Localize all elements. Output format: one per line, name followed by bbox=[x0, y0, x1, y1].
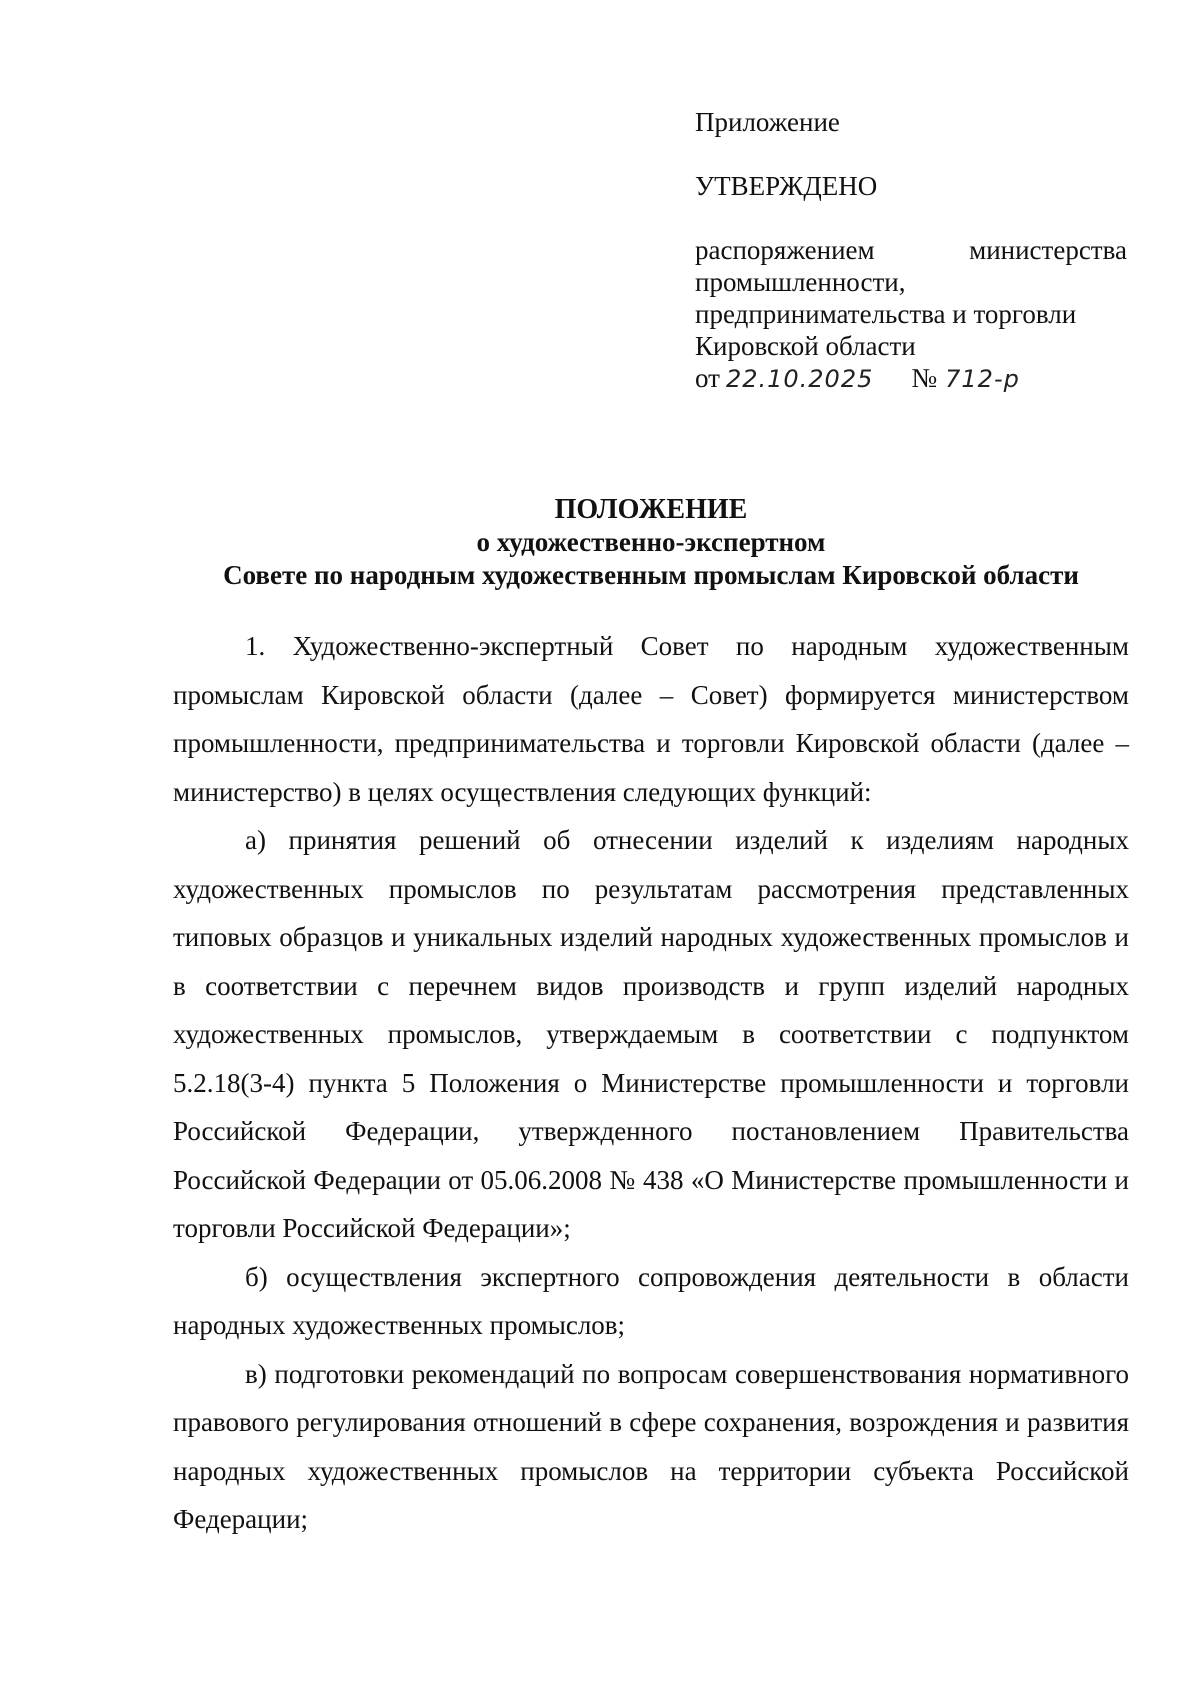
document-title bbox=[173, 493, 1129, 592]
approval-line-2: промышленности, bbox=[695, 267, 906, 297]
handwritten-number: 712-р bbox=[945, 365, 1020, 393]
date-number-line bbox=[695, 362, 1127, 395]
appendix-label: Приложение bbox=[695, 107, 840, 137]
document-body bbox=[173, 622, 1129, 1544]
title-line-3: Совете по народным художественным промыслам Кировской области bbox=[223, 560, 1079, 590]
approval-line-3: предпринимательства и торговли bbox=[695, 299, 1077, 329]
approval-line-4: Кировской области bbox=[695, 331, 916, 361]
date-prefix: от bbox=[695, 363, 720, 393]
approval-line-1-left: распоряжением bbox=[695, 235, 875, 265]
approval-line-1 bbox=[695, 234, 1127, 266]
paragraph-v: в) подготовки рекомендаций по вопросам совершенствования нормативного правового регулирования отношений в сфере сохранения, возрождения и развития народных художественных промыслов на территории субъекта Российской Федерации; bbox=[173, 1358, 1129, 1534]
paragraph-a: а) принятия решений об отнесении изделий к изделиям народных художественных промыслов по результатам рассмотрения представленных типовых образцов и уникальных изделий народных художественных промыслов и в соответствии с перечнем видов производств и групп изделий народных художественных промыслов, утверждаемым в соответствии с подпунктом 5.2.18(3-4) пункта 5 Положения о Министерстве промышленности и торговли Российской Федерации, утвержденного постановлением Правительства Российской Федерации от 05.06.2008 № 438 «О Министерстве промышленности и торговли Российской Федерации»; bbox=[173, 825, 1129, 1243]
number-label: № bbox=[911, 363, 938, 393]
approval-line-1-right: министерства bbox=[969, 235, 1127, 265]
approval-block bbox=[695, 106, 1127, 395]
approved-stamp-text: УТВЕРЖДЕНО bbox=[695, 171, 878, 201]
title-line-2: о художественно-экспертном bbox=[476, 527, 826, 557]
paragraph-1: 1. Художественно-экспертный Совет по народным художественным промыслам Кировской области (далее – Совет) формируется министерством промышленности, предпринимательства и торговли Кировской области (далее – министерство) в целях осуществления следующих функций: bbox=[173, 631, 1129, 807]
paragraph-b: б) осуществления экспертного сопровождения деятельности в области народных художественных промыслов; bbox=[173, 1261, 1129, 1340]
title-main: ПОЛОЖЕНИЕ bbox=[554, 494, 748, 525]
handwritten-date: 22.10.2025 bbox=[725, 365, 874, 393]
